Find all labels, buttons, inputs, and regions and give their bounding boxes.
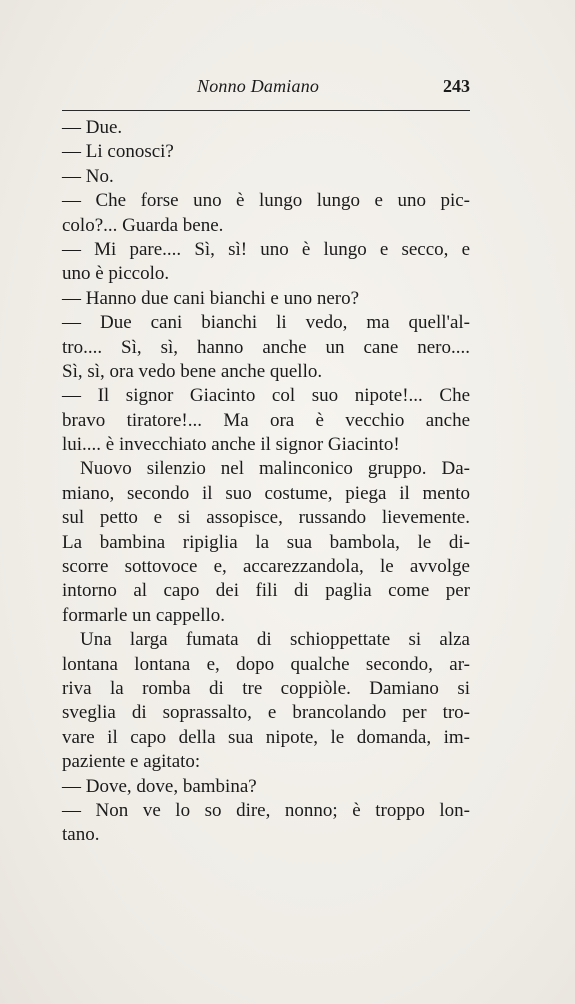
- text-line: — Mi pare.... Sì, sì! uno è lungo e secco, e: [62, 238, 470, 260]
- text-line: paziente e agitato:: [62, 751, 201, 773]
- page-number: 243: [443, 76, 470, 96]
- text-line: — Li conosci?: [62, 141, 174, 163]
- page-text: [62, 116, 470, 848]
- text-line: Una larga fumata di schioppettate si alza: [80, 629, 470, 651]
- text-line: miano, secondo il suo costume, piega il mento: [62, 482, 470, 504]
- text-line: vare il capo della sua nipote, le domanda, im-: [62, 726, 470, 748]
- page-header: [62, 76, 470, 106]
- text-line: — Il signor Giacinto col suo nipote!... Che: [62, 385, 470, 407]
- text-line: — Hanno due cani bianchi e uno nero?: [62, 287, 360, 309]
- text-line: — Non ve lo so dire, nonno; è troppo lon-: [62, 799, 470, 821]
- text-line: Sì, sì, ora vedo bene anche quello.: [62, 360, 323, 382]
- running-title: Nonno Damiano: [197, 76, 320, 96]
- text-line: formarle un cappello.: [62, 604, 226, 626]
- text-line: La bambina ripiglia la sua bambola, le di-: [62, 531, 470, 553]
- text-line: — Due.: [62, 117, 123, 138]
- text-line: tano.: [62, 824, 100, 846]
- text-line: scorre sottovoce e, accarezzandola, le avvolge: [62, 556, 470, 578]
- text-line: — No.: [62, 165, 114, 187]
- text-line: bravo tiratore!... Ma ora è vecchio anche: [62, 409, 470, 431]
- text-line: riva la romba di tre coppiòle. Damiano si: [62, 677, 470, 699]
- text-line: sul petto e si assopisce, russando lievemente.: [62, 507, 470, 529]
- text-line: — Dove, dove, bambina?: [62, 775, 257, 797]
- text-line: uno è piccolo.: [62, 263, 170, 285]
- text-line: — Due cani bianchi li vedo, ma quell'al-: [62, 312, 470, 334]
- text-line: lontana lontana e, dopo qualche secondo, ar-: [62, 653, 470, 675]
- header-rule: [62, 110, 470, 111]
- text-line: lui.... è invecchiato anche il signor Giacinto!: [62, 434, 400, 456]
- text-line: intorno al capo dei fili di paglia come per: [62, 580, 470, 602]
- text-line: sveglia di soprassalto, e brancolando per tro-: [62, 702, 470, 724]
- text-line: tro.... Sì, sì, hanno anche un cane nero....: [62, 336, 470, 358]
- text-line: colo?... Guarda bene.: [62, 214, 224, 236]
- text-line: Nuovo silenzio nel malinconico gruppo. Da-: [80, 458, 470, 480]
- text-line: — Che forse uno è lungo lungo e uno pic-: [62, 190, 470, 212]
